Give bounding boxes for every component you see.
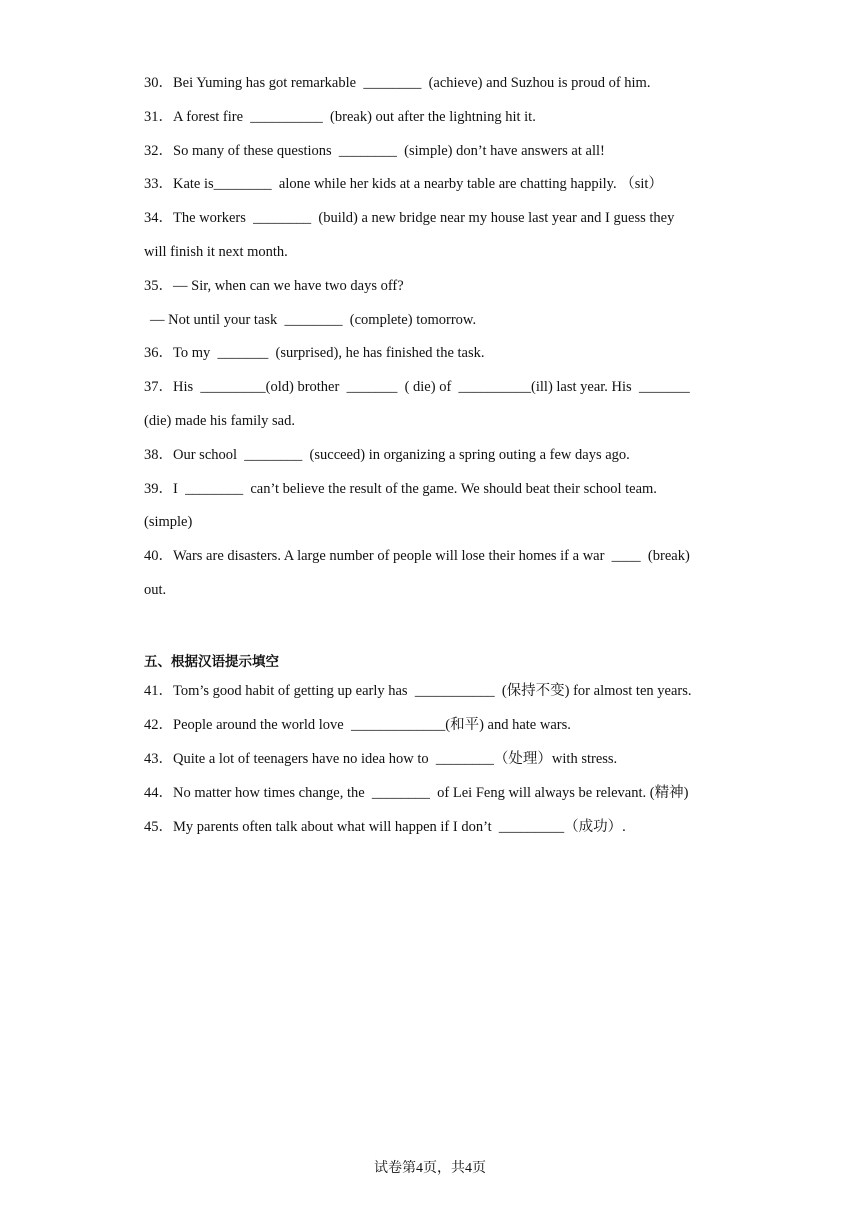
question-41: 41．Tom’s good habit of getting up early has ___________ (保持不变) for almost ten years. bbox=[144, 683, 692, 699]
question-44: 44．No matter how times change, the ________ of Lei Feng will always be relevant. (精神) bbox=[144, 785, 689, 801]
question-31: 31．A forest fire __________ (break) out after the lightning hit it. bbox=[144, 109, 536, 125]
question-40-continued: out. bbox=[144, 582, 167, 598]
question-32: 32．So many of these questions ________ (simple) don’t have answers at all! bbox=[144, 143, 605, 159]
question-39-continued: (simple) bbox=[144, 514, 193, 530]
question-30: 30．Bei Yuming has got remarkable ________ (achieve) and Suzhou is proud of him. bbox=[144, 75, 651, 91]
page-footer: 试卷第4页，共4页 bbox=[374, 1161, 486, 1176]
question-38: 38．Our school ________ (succeed) in organizing a spring outing a few days ago. bbox=[144, 447, 630, 463]
question-40: 40．Wars are disasters. A large number of people will lose their homes if a war ____ (break) bbox=[144, 548, 690, 564]
section-heading: 五、根据汉语提示填空 bbox=[144, 654, 279, 670]
question-36: 36．To my _______ (surprised), he has finished the task. bbox=[144, 345, 485, 361]
question-34: 34．The workers ________ (build) a new bridge near my house last year and I guess they bbox=[144, 210, 675, 226]
question-37-continued: (die) made his family sad. bbox=[144, 413, 295, 429]
question-33: 33．Kate is________ alone while her kids at a nearby table are chatting happily. （sit） bbox=[144, 176, 663, 192]
question-43: 43．Quite a lot of teenagers have no idea how to ________（处理）with stress. bbox=[144, 751, 618, 767]
question-37: 37．His _________(old) brother _______ ( die) of __________(ill) last year. His _______ bbox=[144, 379, 690, 395]
question-42: 42．People around the world love _____________(和平) and hate wars. bbox=[144, 717, 571, 733]
question-34-continued: will finish it next month. bbox=[144, 244, 288, 260]
question-35-reply: — Not until your task ________ (complete) tomorrow. bbox=[150, 312, 477, 328]
question-39: 39．I ________ can’t believe the result of the game. We should beat their school team. bbox=[144, 481, 657, 497]
question-45: 45．My parents often talk about what will happen if I don’t _________（成功）. bbox=[144, 819, 626, 835]
question-35: 35．— Sir, when can we have two days off? bbox=[144, 278, 404, 294]
